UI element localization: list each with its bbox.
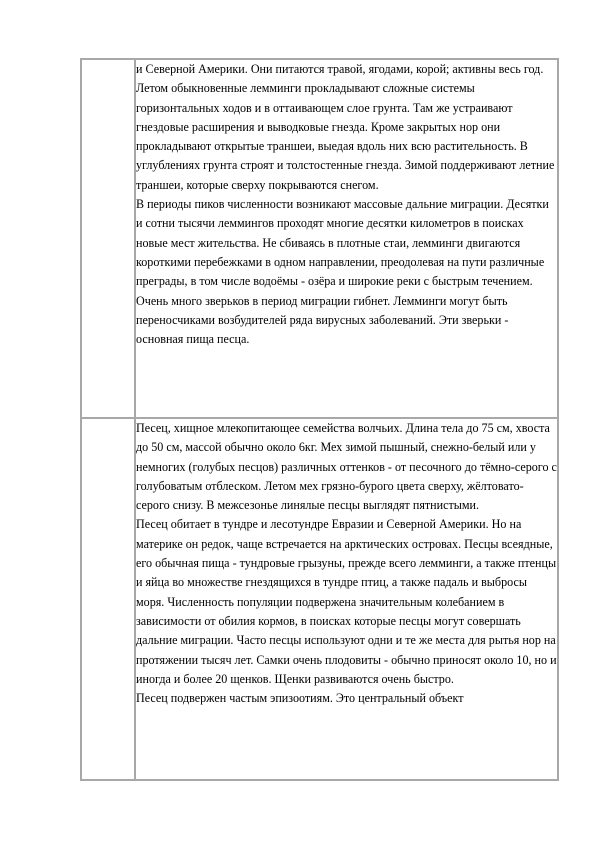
table-row xyxy=(81,418,558,780)
text-cell xyxy=(135,59,558,418)
paragraph: Летом обыкновенные лемминги прокладывают сложные системы горизонтальных ходов и в оттаивающем слое грунта. Там же устраивают гнездовые расширения и выводковые гнезда. Кроме закрытых нор они прокладывают открытые траншеи, выедая вдоль них всю растительность. В углублениях грунта строят и толстостенные гнезда. Зимой поддерживают летние траншеи, которые сверху покрываются снегом. xyxy=(136,81,555,192)
paragraph: Песец обитает в тундре и лесотундре Евразии и Северной Америки. Но на материке он редок, чаще встречается на арктических островах. Песцы всеядные, его обычная пища - тундровые грызуны, прежде всего лемминги, а также птенцы и яйца во множестве гнездящихся в тундре птиц, а также падаль и выбросы моря. Численность популяции подвержена значительным колебанием в зависимости от обилия кормов, в поисках которые песцы могут совершать дальние миграции. Часто песцы используют одни и те же места для рытья нор на протяжении тысяч лет. Самки очень плодовиты - обычно приносят около 10, но и иногда и более 20 щенков. Щенки развиваются очень быстро. xyxy=(136,517,557,686)
text-cell xyxy=(135,418,558,780)
paragraph: В периоды пиков численности возникают массовые дальние миграции. Десятки и сотни тысячи леммингов проходят многие десятки километров в поисках новые мест жительства. Не сбиваясь в плотные стаи, лемминги двигаются короткими перебежками в одном направлении, преодолевая на пути различные преграды, в том числе водоёмы - озёра и широкие реки с быстрым течением. Очень много зверьков в период миграции гибнет. Лемминги могут быть переносчиками возбудителей ряда вирусных заболеваний. Эти зверьки - основная пища песца. xyxy=(136,197,549,347)
paragraph: Песец подвержен частым эпизоотиям. Это центральный объект xyxy=(136,691,464,706)
empty-left-cell xyxy=(81,418,135,780)
table-row xyxy=(81,59,558,418)
paragraph: Песец, хищное млекопитающее семейства волчьих. Длина тела до 75 см, хвоста до 50 см, массой обычно около 6кг. Мех зимой пышный, снежно-белый или у немногих (голубых песцов) различных оттенков - от песочного до тёмно-серого с голубоватым отблеском. Летом мех грязно-бурого цвета сверху, жёлтовато-серого снизу. В межсезонье линялые песцы выглядят пятнистыми. xyxy=(136,421,557,513)
empty-left-cell xyxy=(81,59,135,418)
content-table xyxy=(80,58,559,781)
paragraph: и Северной Америки. Они питаются травой, ягодами, корой; активны весь год. xyxy=(136,62,544,76)
